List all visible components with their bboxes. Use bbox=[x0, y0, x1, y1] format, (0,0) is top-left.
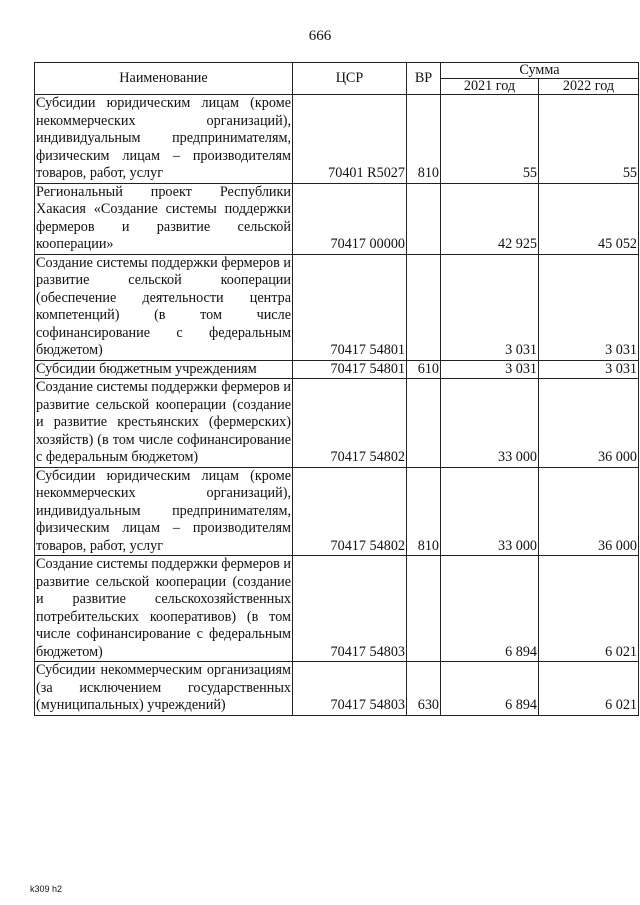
row-vr bbox=[407, 556, 441, 662]
row-name: Субсидии бюджетным учреждениям bbox=[35, 360, 293, 379]
row-sum-2022: 6 021 bbox=[539, 662, 639, 716]
header-csr: ЦСР bbox=[293, 63, 407, 95]
row-sum-2022: 3 031 bbox=[539, 254, 639, 360]
row-csr: 70417 54803 bbox=[293, 662, 407, 716]
row-sum-2021: 33 000 bbox=[441, 467, 539, 556]
footer-code: k309 h2 bbox=[30, 884, 63, 894]
table-row bbox=[35, 360, 639, 379]
row-sum-2021: 33 000 bbox=[441, 379, 539, 468]
row-csr: 70417 54801 bbox=[293, 360, 407, 379]
row-csr: 70417 54802 bbox=[293, 379, 407, 468]
table-row bbox=[35, 183, 639, 254]
header-name: Наименование bbox=[35, 63, 293, 95]
header-vr: ВР bbox=[407, 63, 441, 95]
table-row bbox=[35, 662, 639, 716]
table-row bbox=[35, 95, 639, 184]
row-name: Создание системы поддержки фермеров и развитие сельской кооперации (создание и развитие сельскохозяйственных потребительских кооперативов) (в том числе софинансирование с федеральным бюджетом) bbox=[36, 556, 291, 660]
row-vr bbox=[407, 379, 441, 468]
row-vr: 630 bbox=[407, 662, 441, 716]
header-sum: Сумма bbox=[441, 63, 639, 79]
page-number: 666 bbox=[308, 28, 332, 44]
row-csr: 70417 54801 bbox=[293, 254, 407, 360]
budget-table bbox=[34, 62, 639, 716]
table-row bbox=[35, 254, 639, 360]
row-sum-2022: 6 021 bbox=[539, 556, 639, 662]
row-name: Создание системы поддержки фермеров и развитие сельской кооперации (создание и развитие крестьянских (фермерских) хозяйств) (в том числе софинансирование с федеральным бюджетом) bbox=[36, 379, 291, 465]
row-sum-2021: 55 bbox=[441, 95, 539, 184]
row-csr: 70417 54803 bbox=[293, 556, 407, 662]
row-sum-2022: 36 000 bbox=[539, 379, 639, 468]
row-sum-2022: 45 052 bbox=[539, 183, 639, 254]
row-name: Региональный проект Республики Хакасия «Создание системы поддержки фермеров и развитие сельской кооперации» bbox=[36, 183, 291, 252]
row-sum-2022: 55 bbox=[539, 95, 639, 184]
row-sum-2022: 36 000 bbox=[539, 467, 639, 556]
row-name: Субсидии юридическим лицам (кроме некоммерческих организаций), индивидуальным предпринимателям, физическим лицам – производителям товаров, работ, услуг bbox=[36, 95, 291, 181]
table-row bbox=[35, 556, 639, 662]
row-vr bbox=[407, 254, 441, 360]
table-row bbox=[35, 467, 639, 556]
header-year-2021: 2021 год bbox=[441, 79, 539, 95]
row-sum-2021: 42 925 bbox=[441, 183, 539, 254]
table-row bbox=[35, 379, 639, 468]
row-sum-2021: 3 031 bbox=[441, 360, 539, 379]
row-sum-2021: 3 031 bbox=[441, 254, 539, 360]
row-name: Субсидии юридическим лицам (кроме некоммерческих организаций), индивидуальным предпринимателям, физическим лицам – производителям товаров, работ, услуг bbox=[36, 467, 291, 554]
row-sum-2022: 3 031 bbox=[539, 360, 639, 379]
row-name: Создание системы поддержки фермеров и развитие сельской кооперации (обеспечение деятельности центра компетенций) (в том числе софинансирование с федеральным бюджетом) bbox=[36, 254, 291, 358]
row-sum-2021: 6 894 bbox=[441, 556, 539, 662]
row-vr bbox=[407, 183, 441, 254]
row-sum-2021: 6 894 bbox=[441, 662, 539, 716]
row-csr: 70417 00000 bbox=[293, 183, 407, 254]
row-csr: 70417 54802 bbox=[293, 467, 407, 556]
row-vr: 610 bbox=[407, 360, 441, 379]
row-csr: 70401 R5027 bbox=[293, 95, 407, 184]
row-vr: 810 bbox=[407, 467, 441, 556]
row-vr: 810 bbox=[407, 95, 441, 184]
header-year-2022: 2022 год bbox=[539, 79, 639, 95]
row-name: Субсидии некоммерческим организациям (за исключением государственных (муниципальных) учреждений) bbox=[36, 662, 291, 713]
